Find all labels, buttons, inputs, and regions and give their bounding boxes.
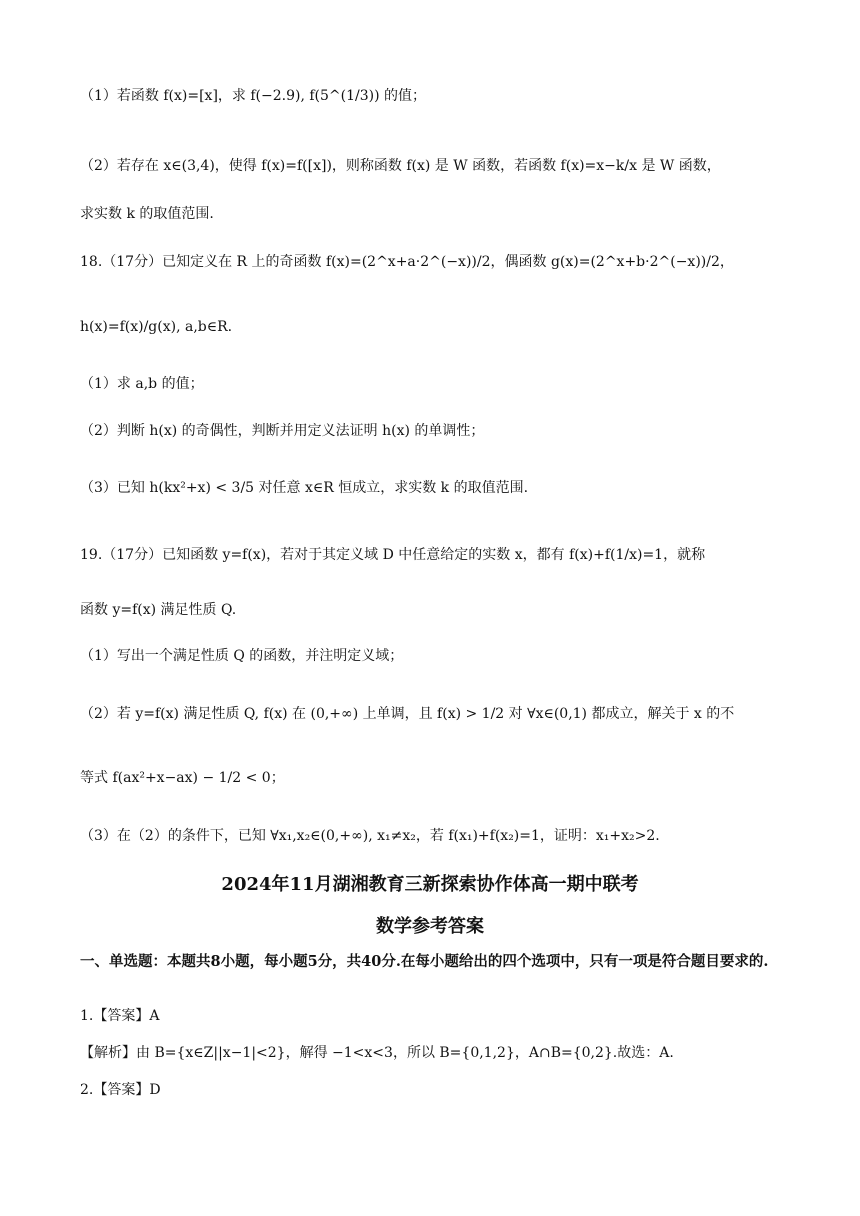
question-17-part-1: （1）若函数 f(x)=[x]，求 f(−2.9), f(5^(1/3)) 的值； [80,88,427,104]
question-19-part-2-line-1: （2）若 y=f(x) 满足性质 Q, f(x) 在 (0,+∞) 上单调，且 f(x) > 1/2 对 ∀x∈(0,1) 都成立，解关于 x 的不 [80,706,735,722]
question-18-stem-line-1: 18.（17分）已知定义在 R 上的奇函数 f(x)=(2^x+a·2^(−x))/2，偶函数 g(x)=(2^x+b·2^(−x))/2， [80,254,734,270]
question-19-part-2-line-2: 等式 f(ax²+x−ax) − 1/2 < 0； [80,770,285,786]
answer-title: 2024年11月湖湘教育三新探索协作体高一期中联考 [221,874,639,895]
answer-subtitle: 数学参考答案 [376,916,484,937]
question-17-part-2-line-1: （2）若存在 x∈(3,4)，使得 f(x)=f([x])，则称函数 f(x) 是 W 函数，若函数 f(x)=x−k/x 是 W 函数， [80,158,721,174]
section-heading: 一、单选题：本题共8小题，每小题5分，共40分.在每小题给出的四个选项中，只有一项是符合题目要求的. [80,953,769,970]
question-19-stem-line-2: 函数 y=f(x) 满足性质 Q. [80,602,237,618]
question-17-part-2-line-2: 求实数 k 的取值范围. [80,206,214,222]
question-18-part-1: （1）求 a,b 的值； [80,376,204,392]
question-19-part-1: （1）写出一个满足性质 Q 的函数，并注明定义域； [80,648,404,664]
question-18-stem-line-2: h(x)=f(x)/g(x), a,b∈R. [80,319,233,335]
question-18-part-2: （2）判断 h(x) 的奇偶性，判断并用定义法证明 h(x) 的单调性； [80,423,485,439]
answer-1-explanation: 【解析】由 B={x∈Z||x−1|<2}，解得 −1<x<3，所以 B={0,1,2}，A∩B={0,2}.故选：A. [80,1045,674,1061]
question-19-stem-line-1: 19.（17分）已知函数 y=f(x)，若对于其定义域 D 中任意给定的实数 x，都有 f(x)+f(1/x)=1，就称 [80,547,706,563]
question-19-part-3: （3）在（2）的条件下，已知 ∀x₁,x₂∈(0,+∞), x₁≠x₂，若 f(x₁)+f(x₂)=1，证明：x₁+x₂>2. [80,828,660,844]
question-18-part-3: （3）已知 h(kx²+x) < 3/5 对任意 x∈R 恒成立，求实数 k 的取值范围. [80,480,529,496]
answer-1: 1.【答案】A [80,1008,160,1024]
answer-2: 2.【答案】D [80,1082,161,1098]
